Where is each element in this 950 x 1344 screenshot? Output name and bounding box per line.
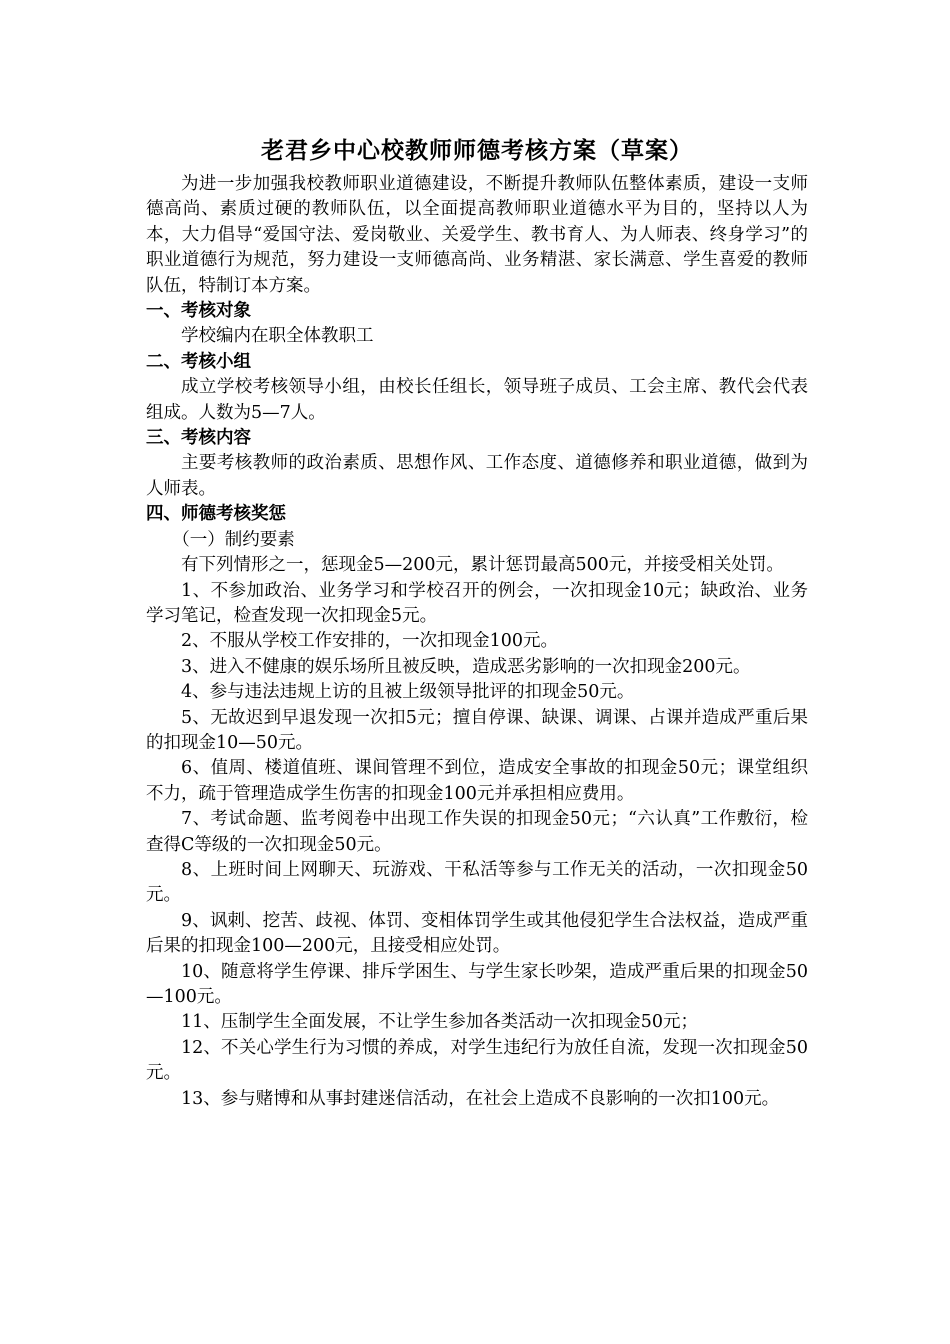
document-body [146, 134, 808, 1112]
penalty-lead-paragraph: 有下列情形之一，惩现金5—200元，累计惩罚最高500元，并接受相关处罚。 [181, 555, 784, 576]
section-heading-content: 三、考核内容 [146, 428, 251, 449]
penalty-item: 4、参与违法违规上访的且被上级领导批评的扣现金50元。 [181, 682, 635, 703]
document-title: 老君乡中心校教师师德考核方案（草案） [261, 138, 693, 164]
penalty-item: 1、不参加政治、业务学习和学校召开的例会，一次扣现金10元；缺政治、业务学习笔记，检查发现一次扣现金5元。 [146, 580, 808, 626]
penalty-item: 6、值周、楼道值班、课间管理不到位，造成安全事故的扣现金50元；课堂组织不力，疏于管理造成学生伤害的扣现金100元并承担相应费用。 [146, 758, 808, 804]
section-body-group: 成立学校考核领导小组，由校长任组长，领导班子成员、工会主席、教代会代表组成。人数为5—7人。 [146, 377, 808, 423]
penalty-item: 13、参与赌博和从事封建迷信活动，在社会上造成不良影响的一次扣100元。 [181, 1088, 780, 1109]
intro-paragraph: 为进一步加强我校教师职业道德建设，不断提升教师队伍整体素质，建设一支师德高尚、素质过硬的教师队伍，以全面提高教师职业道德水平为目的，坚持以人为本，大力倡导“爱国守法、爱岗敬业、关爱学生、教书育人、为人师表、终身学习”的职业道德行为规范，努力建设一支师德高尚、业务精湛、家长满意、学生喜爱的教师队伍，特制订本方案。 [146, 174, 808, 296]
penalty-item: 5、无故迟到早退发现一次扣5元；擅自停课、缺课、调课、占课并造成严重后果的扣现金10—50元。 [146, 707, 808, 753]
subsection-heading-constraints: （一）制约要素 [172, 529, 295, 550]
penalty-item: 7、考试命题、监考阅卷中出现工作失误的扣现金50元；“六认真”工作敷衍，检查得C等级的一次扣现金50元。 [146, 809, 808, 855]
penalty-item: 3、进入不健康的娱乐场所且被反映，造成恶劣影响的一次扣现金200元。 [181, 656, 751, 677]
section-heading-group: 二、考核小组 [146, 351, 251, 372]
section-body-content: 主要考核教师的政治素质、思想作风、工作态度、道德修养和职业道德，做到为人师表。 [146, 453, 808, 499]
section-heading-targets: 一、考核对象 [146, 301, 251, 322]
penalty-item: 10、随意将学生停课、排斥学困生、与学生家长吵架，造成严重后果的扣现金50—100元。 [146, 961, 808, 1007]
section-body-targets: 学校编内在职全体教职工 [181, 326, 374, 347]
penalty-item: 8、上班时间上网聊天、玩游戏、干私活等参与工作无关的活动，一次扣现金50元。 [146, 859, 808, 906]
section-heading-rewards: 四、师德考核奖惩 [146, 504, 286, 525]
penalty-item: 11、压制学生全面发展，不让学生参加各类活动一次扣现金50元； [181, 1012, 699, 1033]
penalty-item: 2、不服从学校工作安排的，一次扣现金100元。 [181, 631, 559, 652]
penalty-item: 9、讽刺、挖苦、歧视、体罚、变相体罚学生或其他侵犯学生合法权益，造成严重后果的扣现金100—200元，且接受相应处罚。 [146, 910, 808, 957]
penalty-item: 12、不关心学生行为习惯的养成，对学生违纪行为放任自流，发现一次扣现金50元。 [146, 1037, 808, 1084]
